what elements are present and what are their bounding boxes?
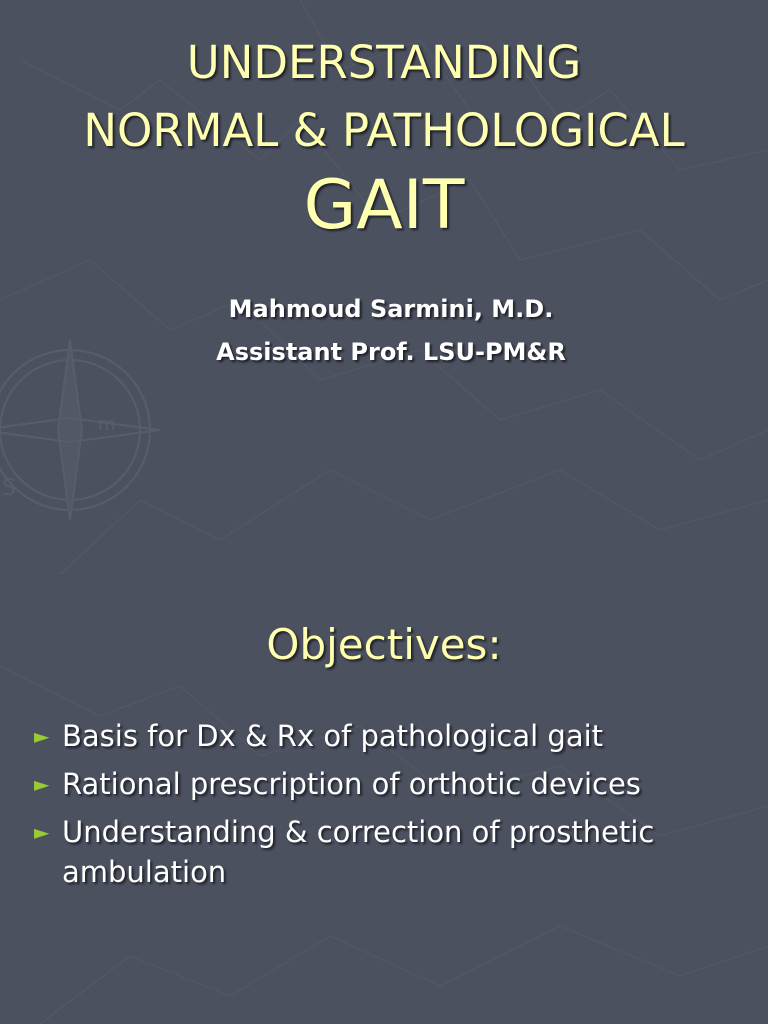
list-item — [34, 812, 734, 892]
title-line-2: NORMAL & PATHOLOGICAL — [83, 104, 685, 157]
bullet-text: Basis for Dx & Rx of pathological gait — [62, 719, 604, 753]
title-line-3: GAIT — [303, 166, 465, 245]
bullet-text: Rational prescription of orthotic devices — [62, 767, 641, 801]
objectives-list — [34, 716, 734, 900]
title-line-1: UNDERSTANDING — [186, 36, 582, 89]
svg-text:m: m — [98, 414, 116, 435]
list-item — [34, 716, 734, 756]
bullet-text: Understanding & correction of prosthetic ambulation — [62, 815, 655, 889]
author-name: Mahmoud Sarmini, M.D. — [228, 295, 554, 323]
list-item — [34, 764, 734, 804]
author-affiliation: Assistant Prof. LSU-PM&R — [216, 338, 566, 366]
svg-text:S: S — [2, 476, 16, 501]
objectives-slide — [0, 576, 768, 1024]
objectives-title: Objectives: — [266, 620, 502, 669]
triangle-bullet-icon: ► — [34, 772, 50, 796]
triangle-bullet-icon: ► — [34, 820, 50, 844]
triangle-bullet-icon: ► — [34, 724, 50, 748]
